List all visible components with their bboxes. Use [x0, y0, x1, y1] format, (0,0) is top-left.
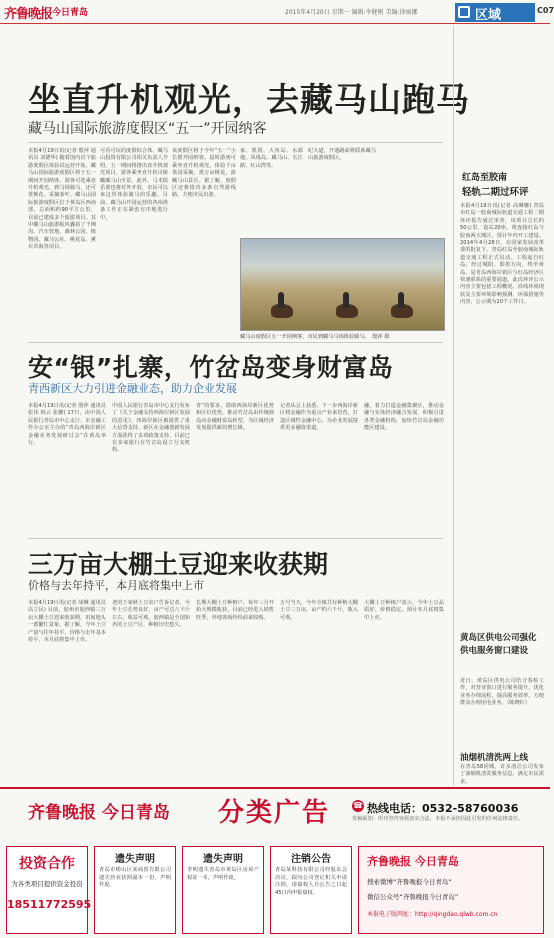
classified-title: 分类广告 — [218, 798, 331, 828]
story1-col5: 纪大道，开通路面将联系藏马山旅游度假区。 — [308, 148, 376, 162]
lost-notice-title: 遗失声明 — [203, 854, 243, 865]
story1-headline: 坐直升机观光，去藏马山跑马 — [28, 80, 470, 119]
story1-subhead: 藏马山国际旅游度假区“五一”开园纳客 — [28, 121, 267, 137]
story1-photo — [240, 238, 445, 331]
classified-notice: 发稿须知：所刊登内容须真实合法，本报不承担因此引发的任何法律责任。 — [352, 816, 524, 822]
lost-notice-2 — [182, 846, 264, 934]
promo-box — [358, 846, 544, 934]
promo-url: 本报电子版网址：http://qingdao.qlwb.com.cn — [367, 911, 498, 918]
story2-col1: 本报4月19日讯(记者 殷萍 通讯员 张伟 韩云 张鹏) 17日，由中国人民银行青岛市中心支行、市金融工作办公室主办的“青岛西海岸新区金融业务发展研讨会”在黄岛举行。 — [28, 403, 106, 447]
rider-figure — [278, 292, 284, 308]
invest-body: 为各类项目提供资金投资 — [11, 880, 83, 888]
sidebar-story1-title: 轻轨二期过环评 — [462, 187, 529, 198]
classified-logo: 齐鲁晚报 今日青岛 — [28, 803, 170, 823]
sidebar-story2-title: 黄岛区供电公司强化供电服务窗口建设 — [460, 633, 537, 656]
sidebar-story3-title: 油烟机清洗两上线 — [460, 753, 529, 763]
invest-title: 投资合作 — [19, 856, 75, 872]
cancel-notice-title: 注销公告 — [291, 854, 331, 865]
story3-col3: 长期大棚土豆种植户，每年三月开始大规模收获，目前已经进入销售旺季，外地客商纷纷前来收购。 — [196, 600, 274, 621]
section-icon — [458, 6, 470, 18]
phone-icon: ☎ — [353, 801, 363, 810]
lost-notice-body: 青岛市崂山区某商贸有限公司遗失营业执照副本一份，声明作废。 — [99, 867, 171, 888]
lost-notice-title: 遗失声明 — [115, 854, 155, 865]
story2-col5: 融，着力打造金融集聚区，推动金融与实体经济融合发展，积极引进各类金融机构，加快竹岔岛金融功能区建设。 — [364, 403, 444, 432]
promo-weibo: 搜索微博“齐鲁晚报今日青岛” — [367, 878, 452, 886]
cancel-notice — [270, 846, 352, 934]
story3-col1: 本报4月19日讯(记者 胡琳 通讯员 高立民) 目前，胶州市胶西镇三万亩大棚土豆迎来收获期，田间地头一派繁忙景象。据了解，今年土豆产量与往年持平，价格与去年基本持平，本月底将集中上市。 — [28, 600, 106, 644]
story2-col4: 记者从会上获悉，下一步西海岸新区将金融作为重点产业来培育，打造区域性金融中心，为企业发展提供更多融资渠道。 — [280, 403, 358, 432]
rider-figure — [343, 292, 349, 308]
story2-headline: 安“银”扎寨，竹岔岛变身财富岛 — [28, 353, 394, 382]
story2-col3: 青”的要求，借助西海岸新区优势和区位优势，推动竹岔岛由传统渔岛向金融财富岛转型，为区域经济发展提供新的增长极。 — [196, 403, 274, 432]
masthead-edition: 今日青岛 — [52, 8, 89, 18]
sidebar-story3-body: 在青岛58同城，许多清洁公司发布了油烟机清洗服务信息，满足市民需求。 — [460, 764, 544, 785]
story1-col3: 该度假区将于今年“五一”小长假开园纳客。届时游客可乘坐直升机观光，体验千亩茶园采摘，赏万亩桃花，游藏马山景区。据了解，度假区还将推出多条自驾游线路，方便市民出游。 — [172, 148, 236, 199]
divider — [28, 342, 443, 343]
promo-wechat: 微信公众号“齐鲁晚报今日青岛” — [367, 893, 459, 901]
story2-subhead: 青西新区大力引进金融业态，助力企业发展 — [28, 382, 237, 395]
section-banner — [455, 3, 535, 22]
invest-phone: 18511772595 — [7, 898, 92, 911]
rider-figure — [398, 292, 404, 308]
story3-col2: 老的王家秋土豆农户告诉记者，今年土豆长势良好，亩产可达八千斤左右，收益可观。胶西镇是全国知名的土豆产区，种植历史悠久。 — [112, 600, 190, 629]
masthead-logo: 齐鲁晚报 — [4, 7, 53, 22]
story1-col2: 可看可玩的度假综合体。藏马山投资有限公司相关负责人介绍，五一期间将推出直升机观光项目，游客乘坐直升机可俯瞰藏马山全景。此外，马术俱乐部也将对外开放，市民可以来这里体验骑马的乐趣。目前，藏马山开园运营的各项准备工作正在紧张有序地进行中。 — [100, 148, 168, 221]
promo-logo: 齐鲁晚报 今日青岛 — [367, 855, 459, 868]
story3-col5: 大棚土豆种植户表示，今年土豆品质好、价格稳定，预计本月底将集中上市。 — [364, 600, 444, 621]
story2-col2: 中国人民银行青岛市中心支行发布了《关于金融支持西海岸新区发展的意见》，四海岸新区被提供了重大信贷支持。新区在金融创新发展方面获得了多项政策支持，目前已有多家银行在竹岔岛设立分支机构。 — [112, 403, 190, 454]
invest-ad — [6, 846, 92, 934]
lost-notice-1 — [94, 846, 176, 934]
story1-col4: 家、凯悦、大鱼岛、水源地、凤凰岛、藏马山、长江路、红山湾等。 — [240, 148, 303, 169]
sidebar-story1-body: 本报4月19日讯(记者 高琳娜) 青岛市红岛一胶南城际轨道交通工程二期环评报告通过审查，该项目总长约50公里，设站20座，将连接红岛与胶南两大城区，预计年内开工建设。2014年4月28日，在国家发展改革委的批复下，青岛红岛至胶南城际轨道交通工程正式启动。工程起自红岛，经过城阳、即墨方向，终至黄岛，是青岛西海岸新区与红岛经济区快速联系的重要通道。此次环评公示内容主要包括工程概况、沿线环境现状及主要环境影响预测、环保措施等内容，公示期为10个工作日。 — [460, 203, 544, 306]
masthead-meta: 2015年4月20日 星期一 编辑:李健刚 美编:徐丽娜 — [285, 9, 418, 16]
page-number: C07 — [537, 6, 554, 15]
classified-hotline: 热线电话：0532-58760036 — [367, 802, 519, 815]
sidebar-kicker: 红岛至胶南 — [462, 173, 508, 183]
section-label: 区域 — [475, 8, 502, 23]
story3-col4: 五号当天，今年全镇共有种植大棚土豆三万亩，亩产约六千斤，收入可观。 — [280, 600, 358, 621]
cancel-notice-body: 青岛某科技有限公司经股东会决议，拟向公司登记机关申请注销，请债权人自公告之日起45日内申报债权。 — [275, 867, 347, 896]
photo-caption: 藏马山度假区五一开园纳客，市民到藏马马场体验骑马。 殷萍 摄 — [240, 334, 390, 340]
story3-headline: 三万亩大棚土豆迎来收获期 — [28, 550, 329, 579]
lost-notice-body: 李明遗失青岛市黄岛区房屋产权证一本，声明作废。 — [187, 867, 259, 881]
divider — [28, 538, 443, 539]
story1-col1: 本报4月19日讯(记者 殷萍 通讯员 刘德华) 随着国内首个旅游度假区体验试运营开始，藏马山国际旅游度假区将于五一期间开园纳客。游客可选乘直升机观光，到马场骑马，还可赏桃花、采摘茶叶。藏马山国际旅游度假区位于黄岛区西南部，总面积约90平方公里，目前已建成多个旅游项目。其中藏马山旅游板块囊括了千佛沟、汽车营地、森林公园、植物园、藏马公社、桃花岛、薰衣草海等项目。 — [28, 148, 96, 251]
sidebar-story2-body: 近日，黄岛区供电公司结合春检工作，对营业窗口进行服务提升，优化业务办理流程，提高服务效率，方便群众办理用电业务。（陈晓红） — [460, 678, 544, 707]
divider — [28, 142, 443, 143]
story3-subhead: 价格与去年持平，本月底将集中上市 — [28, 579, 204, 592]
